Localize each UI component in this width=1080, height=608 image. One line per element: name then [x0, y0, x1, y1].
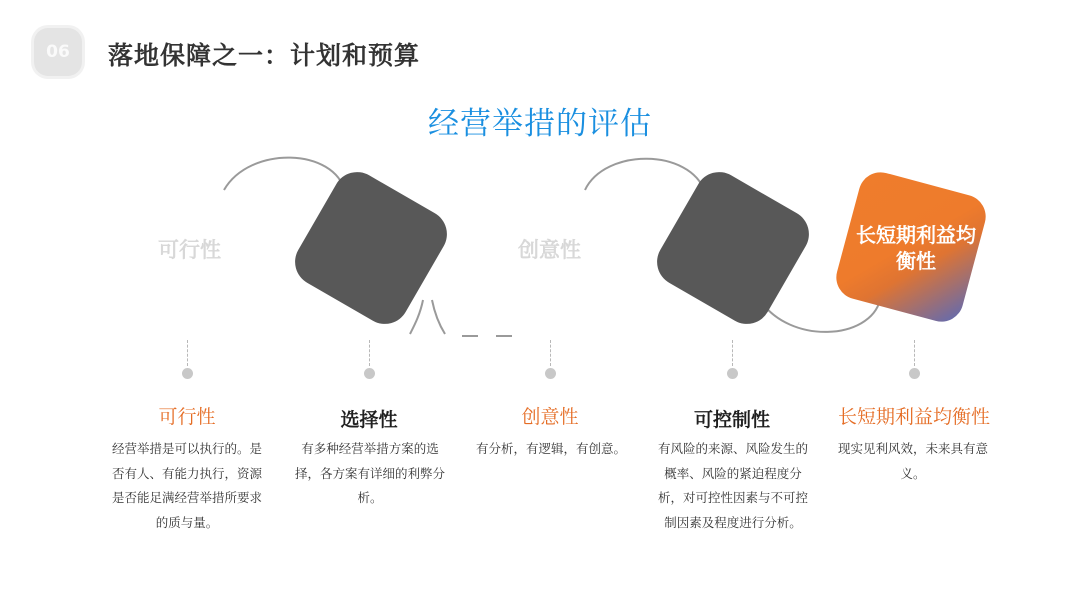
timeline-dash-3 [550, 340, 552, 366]
timeline-dash-4 [732, 340, 734, 366]
item-desc-creativity: 有分析，有逻辑，有创意。 [475, 441, 626, 456]
timeline-dot-3 [545, 368, 556, 379]
timeline-dash-1 [187, 340, 189, 366]
item-title-selectivity: 选择性 [340, 409, 398, 431]
highlight-label: 长短期利益均衡性 [856, 223, 976, 273]
arc-bottom [760, 300, 880, 332]
timeline-dash-5 [914, 340, 916, 366]
item-desc-balance: 现实见利风效，未来具有意义。 [837, 441, 988, 481]
timeline-dash-2 [369, 340, 371, 366]
item-desc-feasibility: 经营举措是可以执行的。是否有人、有能力执行，资源是否能足满经营举措所要求的质与量。 [111, 441, 262, 530]
timeline-dot-4 [727, 368, 738, 379]
slide-number: 06 [46, 42, 70, 62]
item-title-creativity: 创意性 [521, 406, 579, 428]
timeline-dot-1 [182, 368, 193, 379]
stroke-fragment-2 [432, 300, 445, 334]
section-title: 经营举措的评估 [428, 106, 652, 142]
ghost-label-feasibility: 可行性 [158, 238, 221, 262]
stroke-fragment-1 [410, 300, 423, 334]
item-title-controllability: 可控制性 [693, 409, 770, 431]
timeline-dot-2 [364, 368, 375, 379]
timeline-dot-5 [909, 368, 920, 379]
page-title: 落地保障之一：计划和预算 [108, 41, 421, 70]
ghost-label-creativity: 创意性 [518, 238, 581, 262]
item-desc-selectivity: 有多种经营举措方案的选择，各方案有详细的利弊分析。 [294, 441, 445, 505]
item-desc-controllability: 有风险的来源、风险发生的概率、风险的紧迫程度分析，对可控性因素与不可控制因素及程度进行分析。 [657, 441, 808, 530]
item-title-feasibility: 可行性 [158, 406, 216, 428]
arc-left [224, 158, 345, 192]
arc-middle [585, 159, 705, 192]
item-title-balance: 长短期利益均衡性 [837, 406, 990, 428]
